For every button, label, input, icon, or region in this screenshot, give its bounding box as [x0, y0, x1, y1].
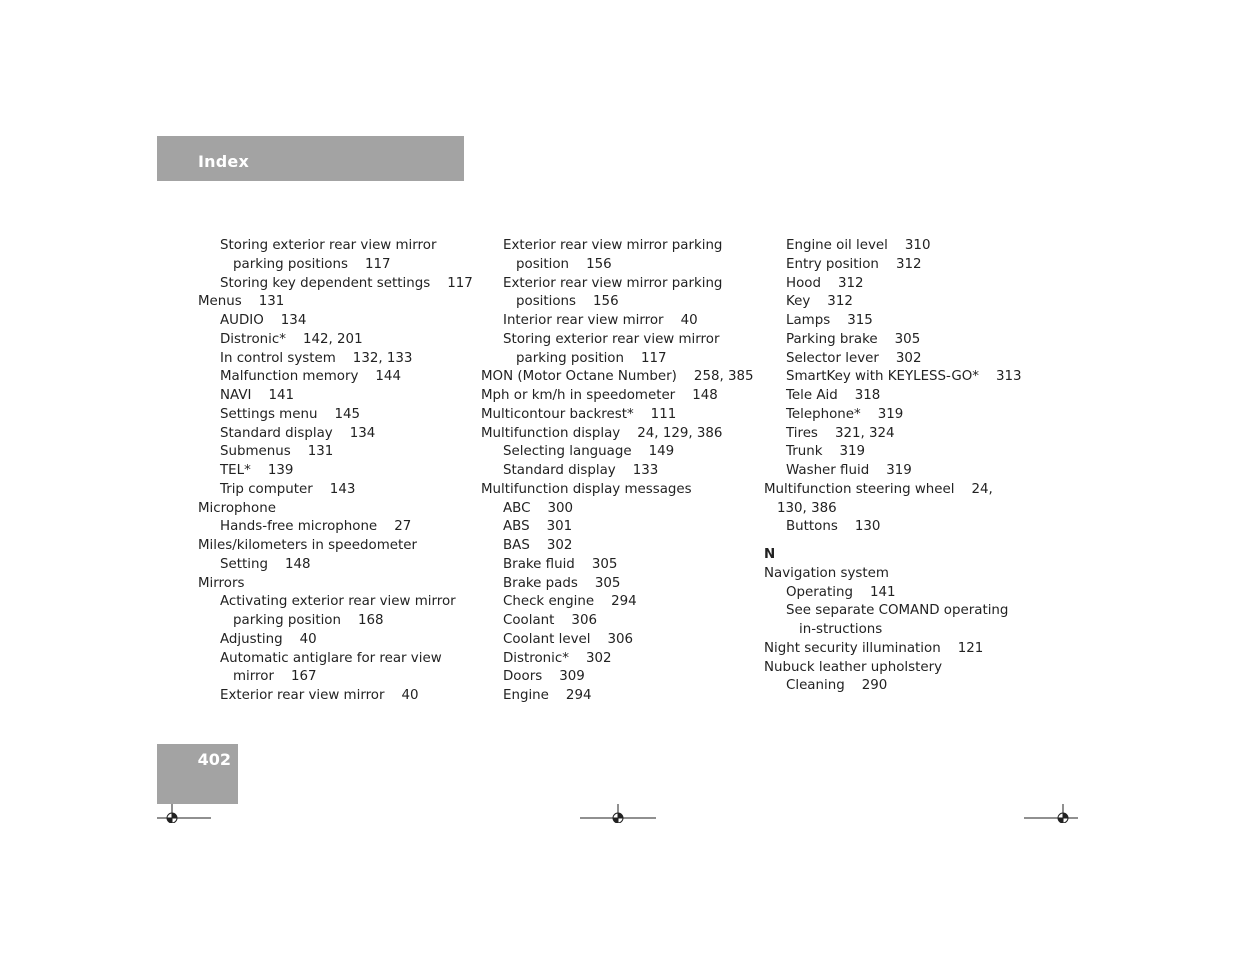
index-column-2	[481, 237, 761, 706]
index-entry: Coolant 306	[503, 613, 597, 628]
index-entry: Standard display 134	[220, 425, 376, 441]
crop-mark-left	[157, 803, 211, 823]
page-title: Index	[198, 152, 249, 171]
index-entry: Exterior rear view mirror 40	[220, 688, 419, 703]
index-entry: Selecting language 149	[503, 444, 675, 460]
index-entry: Parking brake 305	[786, 331, 921, 347]
index-entry: SmartKey with KEYLESS-GO* 313	[786, 369, 1022, 385]
index-entry: Engine 294	[503, 688, 592, 703]
page-number-box	[157, 744, 238, 804]
index-entry: TEL* 139	[220, 463, 294, 478]
index-entry: Distronic* 142, 201	[220, 331, 363, 347]
index-entry: Activating exterior rear view mirror parking position 168	[220, 594, 460, 628]
index-entry: Multicontour backrest* 111	[481, 406, 677, 422]
index-entry: Key 312	[786, 294, 853, 310]
index-entry: Navigation system	[764, 565, 889, 581]
index-entry: Adjusting 40	[220, 631, 317, 647]
index-entry: Coolant level 306	[503, 631, 634, 647]
index-entry: Multifunction steering wheel 24, 130, 386	[764, 481, 998, 516]
header-bar	[157, 136, 464, 181]
index-entry: MON (Motor Octane Number) 258, 385	[481, 369, 754, 385]
index-entry: BAS 302	[503, 538, 573, 553]
index-entry: Tele Aid 318	[786, 388, 881, 403]
index-entry: Setting 148	[220, 556, 311, 572]
index-entry: Miles/kilometers in speedometer	[198, 538, 418, 553]
index-entry: NAVI 141	[220, 388, 295, 403]
index-entry: ABS 301	[503, 519, 573, 535]
index-column-1	[198, 237, 478, 706]
index-entry: In control system 132, 133	[220, 350, 413, 366]
index-entry: Microphone	[198, 500, 276, 516]
index-entry: Malfunction memory 144	[220, 369, 401, 385]
index-entry: Night security illumination 121	[764, 640, 984, 656]
index-entry: Hands-free microphone 27	[220, 519, 412, 535]
index-entry: Storing key dependent settings 117	[220, 275, 473, 291]
index-entry: AUDIO 134	[220, 313, 307, 328]
index-entry: Menus 131	[198, 294, 285, 310]
index-entry: Cleaning 290	[786, 678, 888, 694]
index-entry: ABC 300	[503, 500, 574, 516]
index-entry: Submenus 131	[220, 444, 334, 460]
index-entry: Settings menu 145	[220, 406, 361, 422]
index-column-3	[764, 237, 1026, 696]
index-entry: Distronic* 302	[503, 650, 612, 666]
index-entry: Telephone* 319	[786, 406, 904, 422]
crop-mark-right	[1024, 803, 1078, 823]
index-letter-heading: N	[764, 547, 776, 562]
index-entry: Nubuck leather upholstery	[764, 659, 943, 675]
index-entry: Exterior rear view mirror parking position 156	[503, 238, 727, 272]
index-entry: Trunk 319	[786, 444, 866, 460]
index-entry: Washer fluid 319	[786, 463, 912, 478]
index-entry: Mirrors	[198, 575, 245, 591]
index-entry: Tires 321, 324	[786, 425, 895, 441]
index-entry: Engine oil level 310	[786, 238, 931, 253]
crop-mark-center	[580, 803, 656, 823]
index-entry: Multifunction display messages	[481, 481, 692, 497]
index-entry: Standard display 133	[503, 463, 659, 478]
page-number: 402	[197, 750, 231, 769]
index-entry: Doors 309	[503, 669, 585, 685]
index-entry: Buttons 130	[786, 519, 881, 535]
index-entry: Brake pads 305	[503, 575, 621, 591]
index-entry: Multifunction display 24, 129, 386	[481, 425, 723, 441]
index-entry: Lamps 315	[786, 313, 873, 328]
index-entry: Mph or km/h in speedometer 148	[481, 388, 718, 403]
index-entry: Trip computer 143	[220, 481, 356, 497]
index-entry: Storing exterior rear view mirror parking position 117	[503, 331, 724, 366]
index-entry: Selector lever 302	[786, 350, 922, 366]
index-entry: Hood 312	[786, 275, 864, 291]
index-entry: Storing exterior rear view mirror parking positions 117	[220, 238, 441, 272]
index-entry: Entry position 312	[786, 256, 922, 272]
index-entry: Interior rear view mirror 40	[503, 313, 698, 328]
index-entry: Operating 141	[786, 584, 896, 600]
index-entry: Brake fluid 305	[503, 556, 618, 572]
index-entry: Check engine 294	[503, 594, 637, 610]
index-entry: Automatic antiglare for rear view mirror 167	[220, 650, 446, 685]
index-entry: See separate COMAND operating in-structions	[786, 603, 1013, 637]
index-entry: Exterior rear view mirror parking positions 156	[503, 275, 727, 310]
